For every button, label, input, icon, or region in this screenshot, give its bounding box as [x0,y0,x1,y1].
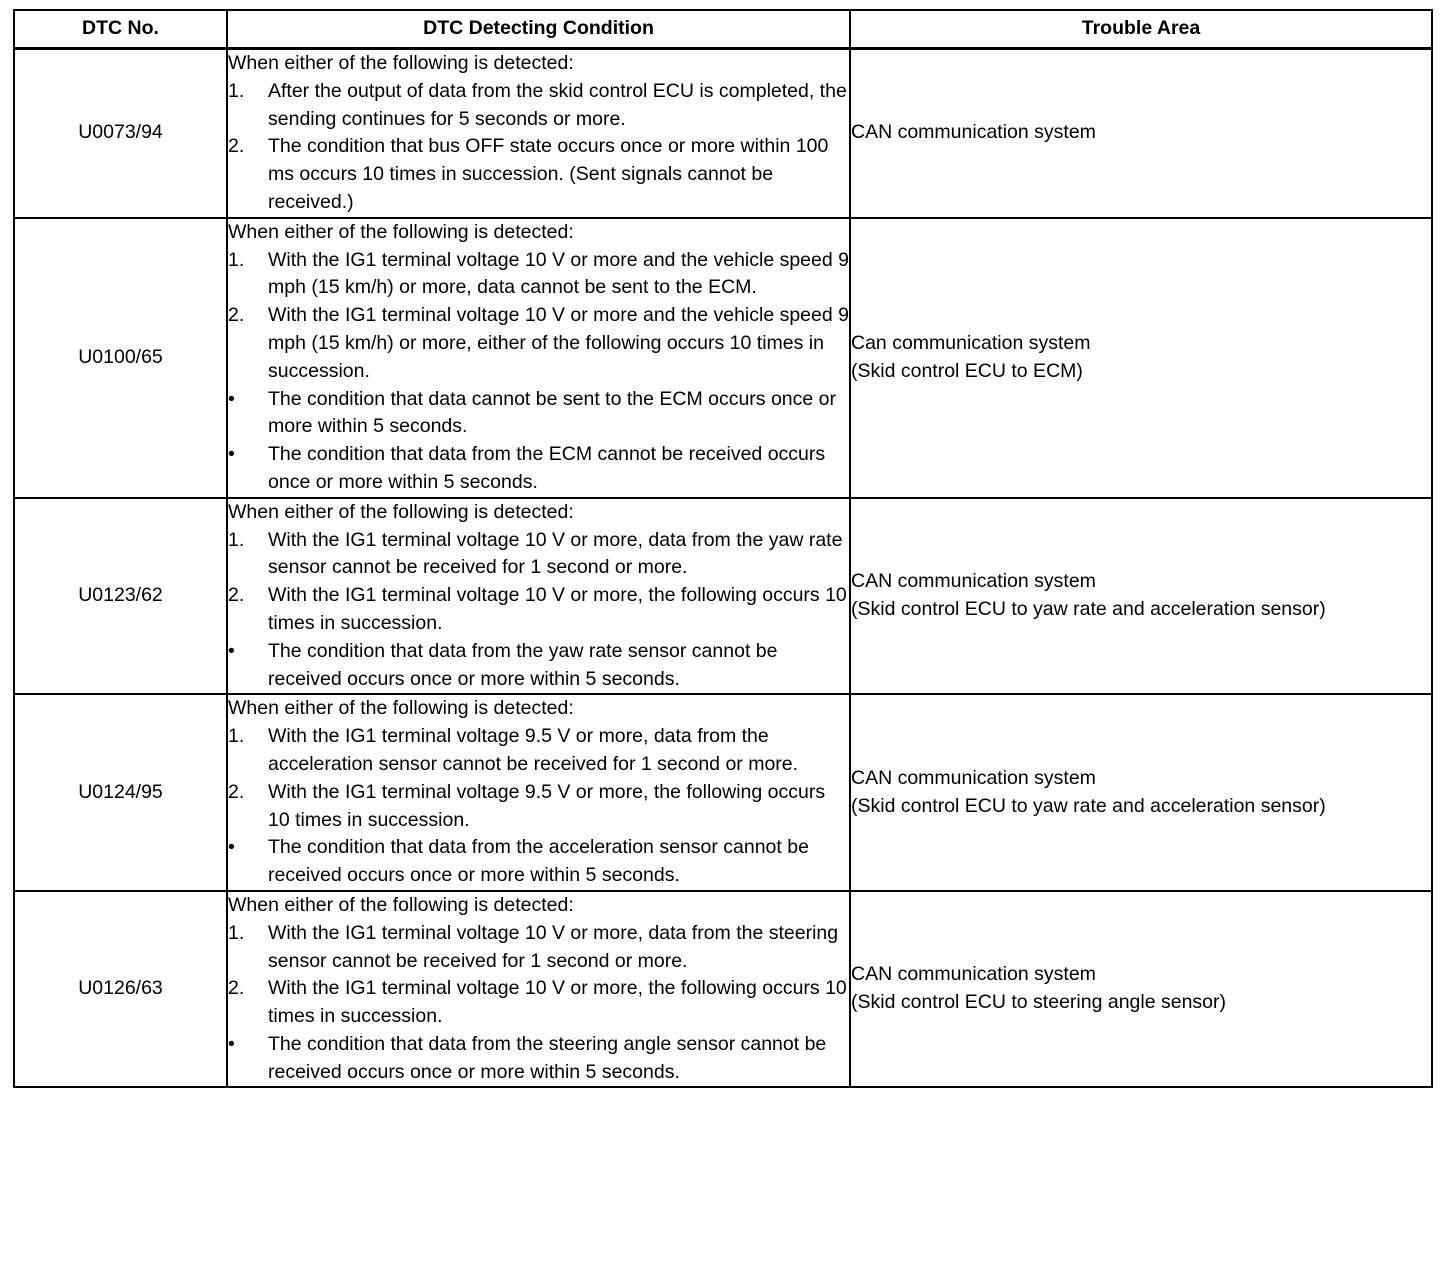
trouble-area-line: (Skid control ECU to yaw rate and acceleration sensor) [851,794,1326,817]
item-text: The condition that data from the yaw rate sensor cannot be received occurs once or more within 5 seconds. [268,639,778,690]
item-text: The condition that bus OFF state occurs once or more within 100 ms occurs 10 times in succession. (Sent signals cannot be received.) [268,135,829,213]
condition-item [228,78,849,134]
table-row [14,694,1432,891]
item-marker: 2. [228,584,245,607]
item-marker: • [228,836,235,859]
item-text: With the IG1 terminal voltage 10 V or more and the vehicle speed 9 mph (15 km/h) or more, either of the following occurs 10 times in succession. [268,304,849,382]
trouble-area-cell [850,218,1432,498]
item-text: With the IG1 terminal voltage 10 V or more, the following occurs 10 times in succession. [268,584,847,634]
table-row [14,498,1432,695]
condition-cell [227,218,850,498]
condition-item [228,723,849,779]
item-text: With the IG1 terminal voltage 10 V or more, the following occurs 10 times in succession. [268,977,847,1028]
condition-cell [227,891,850,1088]
item-marker: 2. [228,135,245,158]
trouble-area-cell [850,49,1432,218]
trouble-area-line: CAN communication system [851,570,1096,593]
dtc-table [13,9,1433,1088]
table-row [14,218,1432,498]
item-marker: • [228,443,235,466]
item-text: After the output of data from the skid control ECU is completed, the sending continues for 5 seconds or more. [268,79,847,130]
trouble-area-line: (Skid control ECU to yaw rate and acceleration sensor) [851,598,1326,621]
item-text: With the IG1 terminal voltage 10 V or more and the vehicle speed 9 mph (15 km/h) or more, data cannot be sent to the ECM. [268,248,849,299]
condition-intro: When either of the following is detected: [228,697,574,720]
condition-item [228,247,849,303]
item-marker: 1. [228,725,245,748]
trouble-area-cell [850,498,1432,695]
trouble-area-line: (Skid control ECU to steering angle sensor) [851,991,1227,1014]
condition-item [228,779,849,835]
item-marker: • [228,639,235,662]
dtc-code: U0124/95 [14,694,227,891]
item-marker: 2. [228,977,245,1000]
condition-item [228,834,849,890]
item-marker: 1. [228,528,245,551]
item-text: With the IG1 terminal voltage 9.5 V or more, the following occurs 10 times in succession. [268,780,826,831]
condition-intro: When either of the following is detected: [228,500,574,523]
item-marker: 1. [228,79,245,102]
dtc-code: U0123/62 [14,498,227,695]
trouble-area-cell [850,891,1432,1088]
condition-item [228,133,849,216]
condition-cell [227,498,850,695]
condition-item [228,975,849,1031]
header-condition: DTC Detecting Condition [227,10,850,49]
table-row [14,49,1432,218]
item-text: The condition that data from the ECM cannot be received occurs once or more within 5 seconds. [268,443,826,493]
condition-item [228,920,849,976]
trouble-area-line: CAN communication system [851,121,1096,144]
condition-item [228,302,849,385]
condition-cell [227,49,850,218]
condition-cell [227,694,850,891]
condition-item [228,582,849,638]
trouble-area-cell [850,694,1432,891]
condition-item [228,386,849,442]
table-row [14,891,1432,1088]
condition-item [228,441,849,497]
item-marker: 2. [228,304,245,327]
item-marker: • [228,387,235,410]
item-text: The condition that data from the steering angle sensor cannot be received occurs once or more within 5 seconds. [268,1032,827,1083]
condition-intro: When either of the following is detected: [228,220,574,243]
condition-item [228,1031,849,1087]
dtc-code: U0100/65 [14,218,227,498]
item-marker: • [228,1032,235,1055]
table-header-row [14,10,1432,49]
item-marker: 2. [228,780,245,803]
trouble-area-line: (Skid control ECU to ECM) [851,359,1083,382]
header-dtc-no: DTC No. [14,10,227,49]
trouble-area-line: CAN communication system [851,963,1096,986]
condition-intro: When either of the following is detected: [228,52,574,74]
condition-intro: When either of the following is detected: [228,893,574,916]
dtc-code: U0126/63 [14,891,227,1088]
item-marker: 1. [228,248,245,271]
item-text: With the IG1 terminal voltage 10 V or more, data from the yaw rate sensor cannot be received for 1 second or more. [268,528,843,579]
trouble-area-line: Can communication system [851,331,1091,354]
condition-item [228,527,849,583]
header-trouble-area: Trouble Area [850,10,1432,49]
item-text: With the IG1 terminal voltage 10 V or more, data from the steering sensor cannot be received for 1 second or more. [268,921,839,972]
item-text: The condition that data cannot be sent to the ECM occurs once or more within 5 seconds. [268,387,837,438]
condition-item [228,638,849,694]
trouble-area-line: CAN communication system [851,766,1096,789]
item-text: With the IG1 terminal voltage 9.5 V or more, data from the acceleration sensor cannot be received for 1 second or more. [268,725,799,775]
item-text: The condition that data from the acceleration sensor cannot be received occurs once or more within 5 seconds. [268,836,809,887]
item-marker: 1. [228,921,245,944]
dtc-code: U0073/94 [14,49,227,218]
